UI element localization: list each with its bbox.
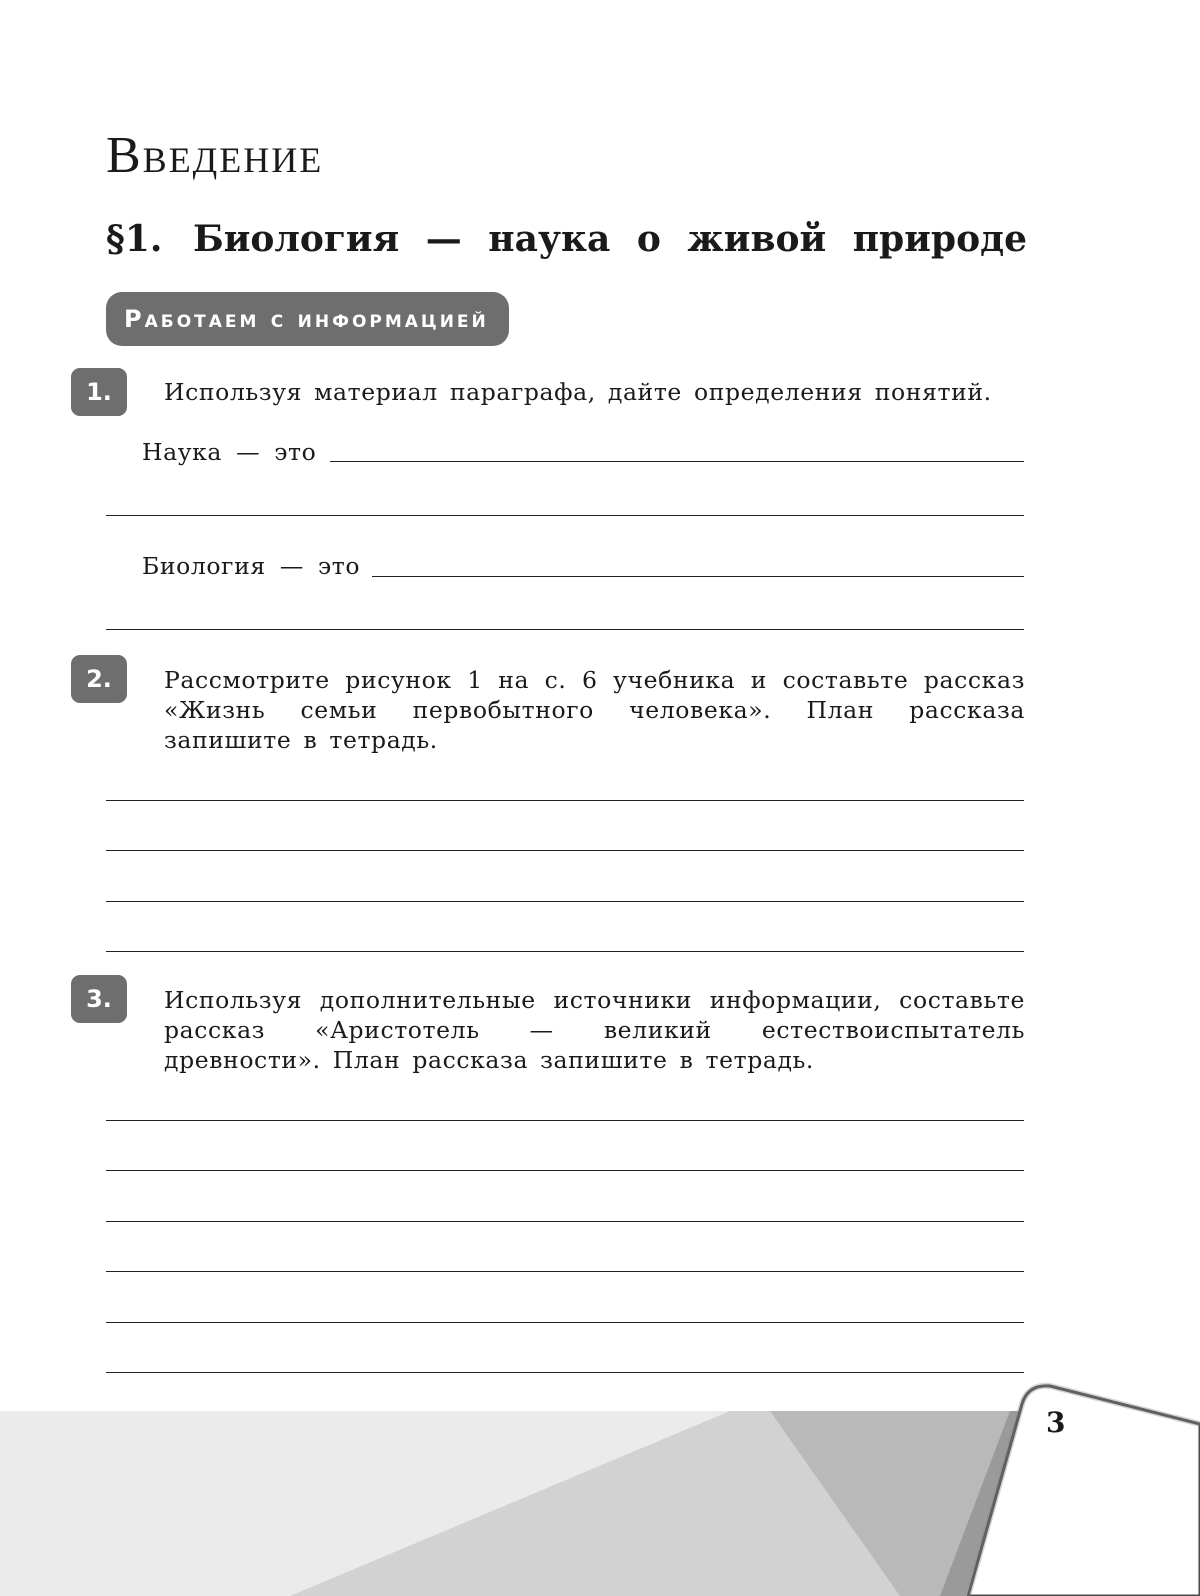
answer-line[interactable] [372,576,1024,577]
section-heading: Биология — наука о живой природе [192,218,1028,260]
definition-label: Биология — это [142,552,361,580]
task-number-badge: 1. [71,368,127,416]
task-text: Используя материал параграфа, дайте определения понятий. [164,378,992,406]
page-corner-tab [950,1376,1200,1596]
rubric-badge: Работаем с информацией [106,292,509,346]
answer-line[interactable] [106,1271,1024,1272]
chapter-title: Введение [106,127,324,184]
page-number: 3 [1046,1406,1066,1439]
answer-line[interactable] [330,461,1024,462]
task-text: Рассмотрите рисунок 1 на с. 6 учебника и составьте рассказ «Жизнь семьи первобытного человека». План рассказа запишите в тетрадь. [164,666,1025,754]
section-title [106,218,1027,260]
task-text: Используя дополнительные источники информации, составьте рассказ «Аристотель — великий естествоиспытатель древности». План рассказа запишите в тетрадь. [164,986,1025,1074]
answer-line[interactable] [106,1221,1024,1222]
answer-line[interactable] [106,1170,1024,1171]
answer-line[interactable] [106,1120,1024,1121]
answer-line[interactable] [106,850,1024,851]
answer-line[interactable] [106,1372,1024,1373]
answer-line[interactable] [106,951,1024,952]
answer-line[interactable] [106,800,1024,801]
answer-line[interactable] [106,629,1024,630]
task-number-badge: 3. [71,975,127,1023]
answer-line[interactable] [106,1322,1024,1323]
answer-line[interactable] [106,901,1024,902]
answer-line[interactable] [106,515,1024,516]
section-number: §1. [106,218,163,260]
task-number-badge: 2. [71,655,127,703]
definition-label: Наука — это [142,438,317,466]
